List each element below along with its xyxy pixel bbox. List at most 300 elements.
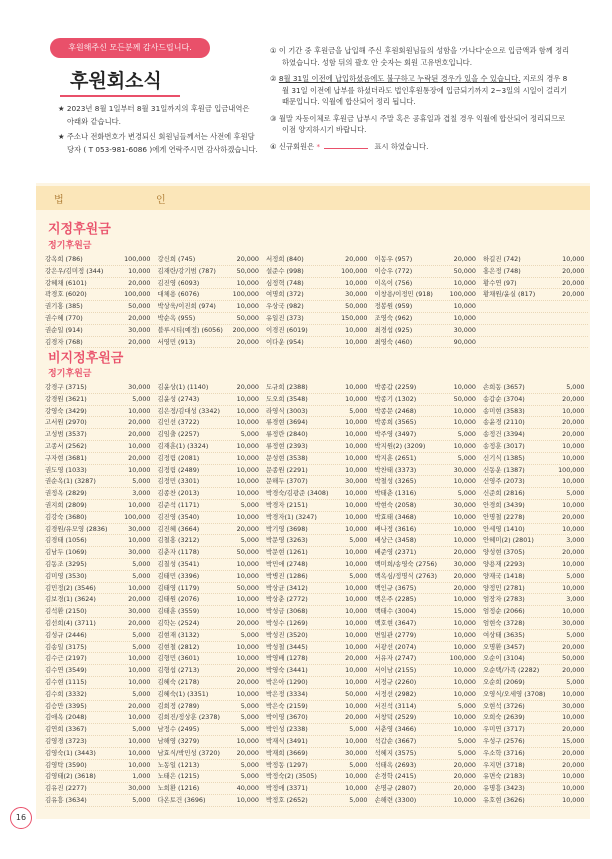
donation-amount: 5,000	[349, 571, 368, 580]
donation-amount: 20,000	[453, 571, 476, 580]
donation-amount: 20,000	[236, 748, 259, 757]
donation-amount: 10,000	[345, 337, 368, 346]
donor-entry	[45, 547, 154, 558]
donor-name: 고종서 (2562)	[45, 441, 87, 450]
donation-amount: 10,000	[236, 571, 259, 580]
donor-name: 박지원(2) (3209)	[374, 441, 426, 450]
table-row	[45, 406, 588, 418]
donor-name: 박경자 (2151)	[266, 500, 308, 509]
donor-entry	[479, 512, 588, 523]
donation-amount: 10,000	[562, 477, 585, 486]
donation-amount: 20,000	[562, 642, 585, 651]
donor-name: 박효태 (3468)	[374, 512, 417, 521]
donor-name: 류경현 (3694)	[266, 418, 308, 427]
donation-amount: 5,000	[240, 536, 259, 545]
donor-name: 김희정 (2789)	[157, 701, 200, 710]
donor-entry	[262, 630, 371, 641]
donation-amount: 20,000	[236, 666, 259, 675]
donor-name: 박민애 (2748)	[266, 559, 308, 568]
donor-name: 김종찬 (2013)	[157, 489, 200, 498]
donor-entry	[371, 266, 480, 277]
note-3-number: ③	[270, 113, 277, 123]
donor-name: 박영숙 (3441)	[266, 666, 308, 675]
donor-name: 박종문 (2468)	[374, 406, 417, 415]
donor-name: 오순이 (3104)	[483, 654, 525, 663]
donor-entry	[262, 337, 371, 348]
donation-amount: 20,000	[128, 618, 151, 627]
donor-entry	[371, 254, 480, 265]
donor-entry	[154, 583, 263, 594]
donor-entry	[262, 266, 371, 277]
donation-amount: 20,000	[453, 760, 476, 769]
donor-entry	[262, 701, 371, 712]
donor-entry	[479, 760, 588, 771]
donation-amount: 30,000	[128, 784, 151, 793]
donor-name: 박은정 (3334)	[266, 689, 308, 698]
donor-name: 이창용/이정민 (918)	[374, 290, 433, 299]
donation-amount: 10,000	[128, 760, 151, 769]
donor-name: 석갑순 (3667)	[374, 736, 417, 745]
donation-amount: 30,000	[345, 748, 368, 757]
donor-entry	[479, 382, 588, 393]
donor-entry	[371, 512, 480, 523]
donor-entry	[262, 325, 371, 336]
table-row	[45, 441, 588, 453]
donation-amount: 10,000	[345, 784, 368, 793]
donor-entry	[371, 736, 480, 747]
donor-entry	[45, 724, 154, 735]
donation-amount: 10,000	[236, 512, 259, 521]
donor-name: 박문현 (1261)	[266, 548, 308, 557]
donor-entry	[371, 394, 480, 405]
donor-name: 손희동 (3657)	[483, 383, 525, 391]
donor-name: 권지희 (2809)	[45, 500, 87, 509]
donation-amount: 10,000	[236, 394, 259, 403]
donor-name: 블루시티(예정) (6056)	[157, 325, 223, 334]
donation-amount: 10,000	[345, 736, 368, 745]
donation-amount: 50,000	[236, 548, 259, 557]
donor-entry	[154, 512, 263, 523]
donor-name: 박기영 (3698)	[266, 524, 308, 533]
donation-amount: 20,000	[128, 278, 151, 287]
donation-amount: 5,000	[240, 500, 259, 509]
donation-amount: 30,000	[128, 607, 151, 616]
donation-amount: 20,000	[562, 666, 585, 675]
donation-amount: 5,000	[240, 701, 259, 710]
donor-name: 김칠성 (3541)	[157, 559, 200, 568]
donor-entry	[262, 653, 371, 664]
donor-entry	[479, 476, 588, 487]
donor-entry	[262, 476, 371, 487]
table-row	[45, 382, 588, 394]
donation-amount: 20,000	[128, 453, 151, 462]
donation-amount: 20,000	[236, 618, 259, 627]
donor-name: 송정훈 (3017)	[483, 441, 525, 450]
donor-name: 박이영 (3670)	[266, 713, 308, 722]
donor-entry	[154, 736, 263, 747]
table-row	[45, 653, 588, 665]
donor-entry	[479, 488, 588, 499]
donor-entry	[371, 406, 480, 417]
table-row	[45, 278, 588, 290]
donor-name: 양재국 (1418)	[483, 571, 525, 580]
donor-entry	[479, 547, 588, 558]
donation-amount: 10,000	[345, 278, 368, 287]
donor-entry	[45, 783, 154, 794]
donation-amount: 30,000	[128, 548, 151, 557]
donor-entry	[479, 689, 588, 700]
donor-name: 김영경 (3723)	[45, 736, 87, 745]
donation-amount: 30,000	[562, 701, 585, 710]
donation-amount: 10,000	[562, 500, 585, 509]
donation-amount: 5,000	[132, 689, 151, 698]
donor-entry	[371, 583, 480, 594]
donation-amount: 10,000	[128, 748, 151, 757]
donor-name: 대체용 (6076)	[157, 290, 200, 299]
donor-name: 이다운 (954)	[266, 337, 304, 346]
donor-entry	[154, 313, 263, 324]
donor-name: 박경숙/김광준 (3408)	[266, 489, 329, 498]
donation-amount: 30,000	[453, 465, 476, 474]
donor-entry	[154, 795, 263, 806]
donor-entry	[262, 417, 371, 428]
donor-entry	[45, 760, 154, 771]
table-row	[45, 594, 588, 606]
donation-amount: 50,000	[345, 689, 368, 698]
note-3-text: 월말 자동이체로 후원금 납부시 주말 혹은 공휴일과 겹칠 경우 익월에 합산되어 정리되므로 이점 양지하시기 바랍니다.	[278, 113, 566, 134]
table-row	[45, 289, 588, 301]
donor-name: 양성현 (3705)	[483, 548, 525, 557]
donor-name: 김강숙 (3680)	[45, 512, 87, 521]
donation-amount: 20,000	[128, 418, 151, 427]
donor-name: 류정란 (2840)	[266, 430, 308, 439]
donation-amount: 20,000	[562, 418, 585, 427]
donation-amount: 50,000	[128, 302, 151, 311]
donation-amount: 50,000	[345, 302, 368, 311]
donor-entry	[262, 606, 371, 617]
donor-entry	[479, 417, 588, 428]
donation-amount: 10,000	[345, 441, 368, 450]
donor-name: 김미영 (3530)	[45, 571, 87, 580]
donor-name: 김보경(1) (3624)	[45, 595, 96, 604]
donor-name: 오순희 (2069)	[483, 677, 525, 686]
donor-entry	[154, 301, 263, 312]
table-row	[45, 760, 588, 772]
donor-entry	[262, 406, 371, 417]
donor-name: 유호현 (3626)	[483, 795, 525, 804]
donor-name: 백미희/송영숙 (2756)	[374, 559, 437, 568]
donor-name: 서정희 (840)	[266, 255, 304, 263]
donor-name: 서유자 (2747)	[374, 654, 417, 663]
donor-entry	[262, 453, 371, 464]
donation-amount: 10,000	[453, 524, 476, 533]
donor-entry	[371, 465, 480, 476]
donor-entry	[154, 771, 263, 782]
panel-header-corporate	[36, 186, 590, 210]
donation-amount: 10,000	[562, 559, 585, 568]
donation-amount: 10,000	[453, 313, 476, 322]
donor-name: 박상균 (3412)	[266, 583, 308, 592]
section-designated-subtitle: 정기후원금	[48, 241, 92, 251]
donor-entry	[479, 642, 588, 653]
donation-amount: 30,000	[345, 290, 368, 299]
donor-name: 김애옥 (2048)	[45, 713, 87, 722]
donor-entry	[45, 535, 154, 546]
donor-name: 조영숙 (962)	[374, 313, 413, 322]
donation-amount: 200,000	[232, 325, 259, 334]
donor-entry	[154, 712, 263, 723]
donor-entry	[45, 594, 154, 605]
donor-entry	[262, 301, 371, 312]
donor-entry	[262, 795, 371, 806]
donor-name: 황수연 (97)	[483, 278, 517, 287]
donation-amount: 10,000	[128, 583, 151, 592]
donor-name: 박성금 (3068)	[266, 607, 308, 616]
donation-amount: 100,000	[124, 512, 151, 521]
donor-entry	[479, 441, 588, 452]
donor-name: 김정림 (2489)	[157, 465, 200, 474]
donor-entry	[262, 394, 371, 405]
donation-amount: 40,000	[236, 784, 259, 793]
donation-amount: 10,000	[453, 725, 476, 734]
donor-entry	[45, 559, 154, 570]
donor-entry	[371, 500, 480, 511]
donation-amount: 20,000	[128, 313, 151, 322]
page-title: 후원회소식	[70, 70, 162, 92]
donor-entry	[45, 606, 154, 617]
donor-entry	[371, 571, 480, 582]
table-row	[45, 559, 588, 571]
donor-entry	[154, 488, 263, 499]
donation-amount: 50,000	[236, 313, 259, 322]
donation-amount: 10,000	[345, 701, 368, 710]
donation-amount: 5,000	[457, 430, 476, 439]
donor-name: 김태영 (1179)	[157, 583, 200, 592]
donor-entry	[262, 771, 371, 782]
donor-name: 박찬태 (3373)	[374, 465, 417, 474]
donation-amount: 100,000	[232, 290, 259, 299]
donor-entry	[371, 476, 480, 487]
table-row	[45, 524, 588, 536]
table-row	[45, 547, 588, 559]
donor-entry	[154, 382, 263, 393]
donation-amount: 20,000	[128, 430, 151, 439]
donor-entry	[371, 771, 480, 782]
donation-amount: 100,000	[124, 255, 151, 263]
donor-entry	[262, 465, 371, 476]
donation-amount: 20,000	[345, 255, 368, 263]
donor-name: 서정규 (2260)	[374, 677, 417, 686]
donor-name: 우성구 (2576)	[483, 736, 525, 745]
donor-entry	[154, 289, 263, 300]
table-row	[45, 701, 588, 713]
donor-name: 권순일 (914)	[45, 325, 83, 334]
donor-name: 김성규 (2446)	[45, 630, 87, 639]
donation-amount: 100,000	[449, 654, 476, 663]
donor-name: 배준영 (2371)	[374, 548, 417, 557]
section-undesignated-subtitle: 정기후원금	[48, 369, 92, 379]
note-1-text: 이 기간 중 후원금을 납입해 주신 후원회원님들의 성함을 '가나다'순으로 입금액과 함께 정리하였습니다. 성함 뒤의 괄호 안 숫자는 회원 고유번호입니다.	[278, 46, 570, 67]
donor-entry	[262, 547, 371, 558]
donor-entry	[154, 476, 263, 487]
donation-amount: 90,000	[453, 337, 476, 346]
donor-name: 손해련 (3300)	[374, 795, 417, 804]
donor-name: 김윤성 (2743)	[157, 394, 200, 403]
donation-amount: 10,000	[345, 524, 368, 533]
donation-amount: 10,000	[453, 302, 476, 311]
donation-amount: 50,000	[236, 583, 259, 592]
donor-entry	[479, 771, 588, 782]
donor-entry	[479, 254, 588, 265]
undesignated-donor-table	[45, 382, 588, 807]
donation-amount: 5,000	[132, 394, 151, 403]
donation-amount: 10,000	[236, 795, 259, 804]
donor-entry	[262, 642, 371, 653]
donor-name: 박정애 (3371)	[266, 784, 308, 793]
donation-amount: 5,000	[240, 713, 259, 722]
donor-name: 김희진/정상훈 (2378)	[157, 713, 220, 722]
donor-name: 김수희 (3332)	[45, 689, 87, 698]
donor-name: 박성진 (3520)	[266, 630, 308, 639]
donor-entry	[371, 278, 480, 289]
donation-amount: 100,000	[449, 290, 476, 299]
donor-name: 박병진 (1286)	[266, 571, 308, 580]
donor-entry	[262, 748, 371, 759]
donor-name: 김임출 (2257)	[157, 430, 200, 439]
donor-entry	[262, 429, 371, 440]
donor-name: 김정림 (2081)	[157, 453, 200, 462]
donor-name: 노태은 (1215)	[157, 772, 200, 781]
donor-name: 박정숙(2) (3505)	[266, 772, 317, 781]
table-row	[45, 465, 588, 477]
donor-name: 김혜숙(1) (3351)	[157, 689, 209, 698]
donor-name: 김수근 (2197)	[45, 654, 87, 663]
donation-amount: 10,000	[128, 500, 151, 509]
donor-name: 우소학 (3716)	[483, 748, 525, 757]
donor-name: 김연희 (3367)	[45, 725, 87, 734]
donor-entry	[479, 618, 588, 629]
donation-amount: 5,000	[132, 571, 151, 580]
donor-name: 박철성 (3265)	[374, 477, 417, 486]
donor-name: 손명규 (2807)	[374, 784, 417, 793]
donor-name: 서정선 (2982)	[374, 689, 417, 698]
donation-amount: 10,000	[453, 383, 476, 391]
donation-amount: 10,000	[453, 666, 476, 675]
donor-entry	[371, 653, 480, 664]
donor-name: 유명흥 (3423)	[483, 784, 525, 793]
blank-line	[324, 148, 368, 149]
donation-amount: 10,000	[345, 430, 368, 439]
donor-entry	[371, 677, 480, 688]
donor-entry	[45, 524, 154, 535]
donor-name: 도규희 (2388)	[266, 383, 308, 391]
donor-entry	[45, 441, 154, 452]
donation-amount: 3,000	[132, 489, 151, 498]
donor-entry	[154, 406, 263, 417]
donation-amount: 10,000	[453, 278, 476, 287]
donation-amount: 20,000	[453, 255, 476, 263]
donation-amount: 10,000	[562, 713, 585, 722]
donor-name: 류정현 (2393)	[266, 441, 308, 450]
donor-name: 정봉원 (959)	[374, 302, 413, 311]
donor-entry	[154, 748, 263, 759]
donation-amount: 10,000	[236, 642, 259, 651]
donor-entry	[45, 701, 154, 712]
donor-entry	[262, 571, 371, 582]
donor-entry	[479, 406, 588, 417]
donation-amount: 10,000	[345, 548, 368, 557]
donation-amount: 10,000	[345, 383, 368, 391]
donation-amount: 20,000	[562, 760, 585, 769]
donation-amount: 5,000	[566, 383, 585, 391]
donor-name: 이옥이 (756)	[374, 278, 413, 287]
donation-amount: 5,000	[240, 725, 259, 734]
donor-name: 박성철 (3445)	[266, 642, 308, 651]
donation-amount: 5,000	[132, 477, 151, 486]
donor-name: 백태수 (3004)	[374, 607, 417, 616]
donation-amount: 5,000	[457, 701, 476, 710]
donor-name: 석태옥 (2693)	[374, 760, 417, 769]
donation-amount: 50,000	[453, 266, 476, 275]
donor-name: 백인규 (3675)	[374, 583, 417, 592]
donation-amount: 10,000	[345, 772, 368, 781]
donor-name: 김남두 (1069)	[45, 548, 87, 557]
donor-entry	[262, 665, 371, 676]
donor-name: 박경자(1) (3247)	[266, 512, 317, 521]
table-row	[45, 266, 588, 278]
donor-entry	[45, 571, 154, 582]
donor-entry	[479, 606, 588, 617]
donor-entry	[371, 606, 480, 617]
donation-amount: 10,000	[562, 607, 585, 616]
donation-amount: 20,000	[453, 583, 476, 592]
donor-name: 안경희 (3439)	[483, 500, 525, 509]
donor-entry	[154, 665, 263, 676]
donor-entry	[154, 254, 263, 265]
donor-name: 김경원/유모영 (2836)	[45, 524, 108, 533]
donor-name: 변일관 (2779)	[374, 630, 417, 639]
note-3	[270, 113, 570, 136]
donor-name: 양정민 (2781)	[483, 583, 525, 592]
donation-amount: 10,000	[453, 512, 476, 521]
donor-name: 엄현숙 (3728)	[483, 618, 525, 627]
donation-amount: 10,000	[236, 302, 259, 311]
donor-entry	[262, 594, 371, 605]
donation-amount: 10,000	[562, 453, 585, 462]
donation-amount: 10,000	[562, 255, 585, 263]
donation-amount: 10,000	[562, 583, 585, 592]
donor-name: 노희환 (1216)	[157, 784, 200, 793]
donation-amount: 10,000	[128, 536, 151, 545]
donation-amount: 5,000	[240, 430, 259, 439]
donation-amount: 20,000	[236, 337, 259, 346]
donation-amount: 30,000	[453, 559, 476, 568]
donor-name: 신동운 (1387)	[483, 465, 525, 474]
right-notes	[270, 45, 570, 157]
donor-name: 이경진 (6019)	[266, 325, 308, 334]
donor-name: 유일진 (373)	[266, 313, 304, 322]
donor-name: 박태춘 (1316)	[374, 489, 417, 498]
donation-amount: 10,000	[128, 666, 151, 675]
donor-entry	[45, 488, 154, 499]
donor-name: 박성수 (1269)	[266, 618, 308, 627]
donation-amount: 100,000	[124, 290, 151, 299]
donation-amount: 10,000	[236, 607, 259, 616]
donor-name: 박지훈 (2651)	[374, 453, 417, 462]
donation-amount: 5,000	[132, 630, 151, 639]
donor-name: 김수연 (3549)	[45, 666, 87, 675]
donor-entry	[154, 547, 263, 558]
